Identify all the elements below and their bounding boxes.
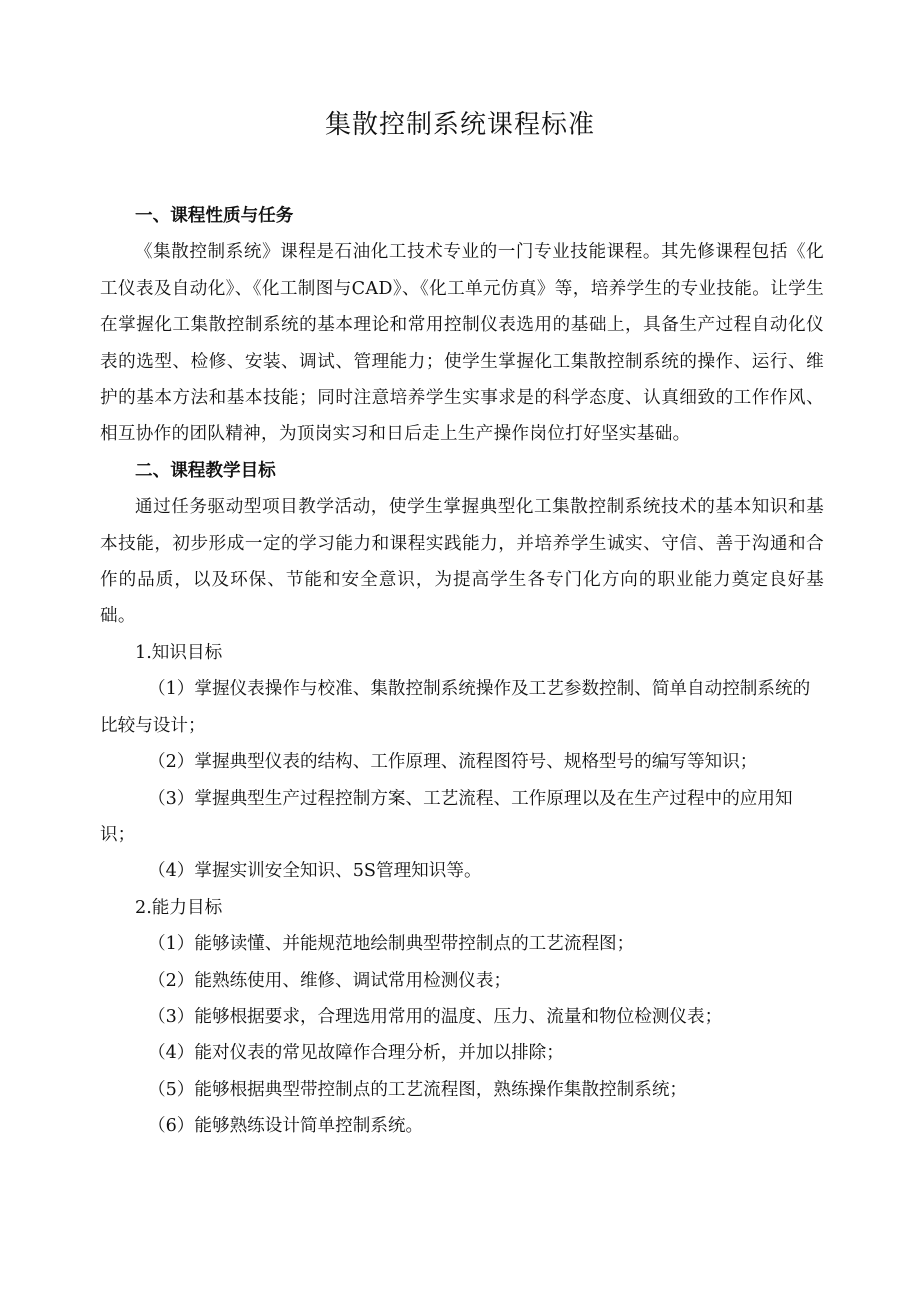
section-paragraph-objectives: 通过任务驱动型项目教学活动，使学生掌握典型化工集散控制系统技术的基本知识和基本技能，初步形成一定的学习能力和课程实践能力，并培养学生诚实、守信、善于沟通和合作的品质，以及环保、节能和安全意识，为提高学生各专门化方向的职业能力奠定良好基础。 (100, 497, 824, 627)
ability-goal-item: （4）能对仪表的常见故障作合理分析，并加以排除； (148, 1043, 564, 1064)
ability-goal-item: （3）能够根据要求，合理选用常用的温度、压力、流量和物位检测仪表； (148, 1006, 723, 1027)
ability-goal-item: （2）能熟练使用、维修、调试常用检测仪表； (148, 970, 512, 991)
section-heading-objectives: 二、课程教学目标 (135, 459, 276, 481)
section-heading-nature: 一、课程性质与任务 (135, 205, 294, 226)
knowledge-goal-item: （4）掌握实训安全知识、5S管理知识等。 (148, 861, 482, 882)
ability-goal-item: （1）能够读懂、并能规范地绘制典型带控制点的工艺流程图； (148, 934, 635, 955)
document-title: 集散控制系统课程标准 (324, 110, 595, 140)
ability-goal-item: （5）能够根据典型带控制点的工艺流程图，熟练操作集散控制系统； (148, 1079, 688, 1100)
knowledge-goal-item: （1）掌握仪表操作与校准、集散控制系统操作及工艺参数控制、简单自动控制系统的比较与设计； (100, 679, 811, 736)
knowledge-goal-item: （3）掌握典型生产过程控制方案、工艺流程、工作原理以及在生产过程中的应用知识； (100, 788, 793, 845)
ability-goals-heading: 2.能力目标 (135, 897, 223, 918)
document-body (100, 198, 824, 1145)
knowledge-goal-item: （2）掌握典型仪表的结构、工作原理、流程图符号、规格型号的编写等知识； (148, 752, 758, 773)
ability-goal-item: （6）能够熟练设计简单控制系统。 (148, 1116, 424, 1137)
knowledge-goals-heading: 1.知识目标 (135, 642, 223, 663)
section-paragraph-nature: 《集散控制系统》课程是石油化工技术专业的一门专业技能课程。其先修课程包括《化工仪表及自动化》、《化工制图与CAD》、《化工单元仿真》等，培养学生的专业技能。让学生在掌握化工集散控制系统的基本理论和常用控制仪表选用的基础上，具备生产过程自动化仪表的选型、检修、安装、调试、管理能力；使学生掌握化工集散控制系统的操作、运行、维护的基本方法和基本技能；同时注意培养学生实事求是的科学态度、认真细致的工作作风、相互协作的团队精神，为顶岗实习和日后走上生产操作岗位打好坚实基础。 (100, 242, 824, 445)
